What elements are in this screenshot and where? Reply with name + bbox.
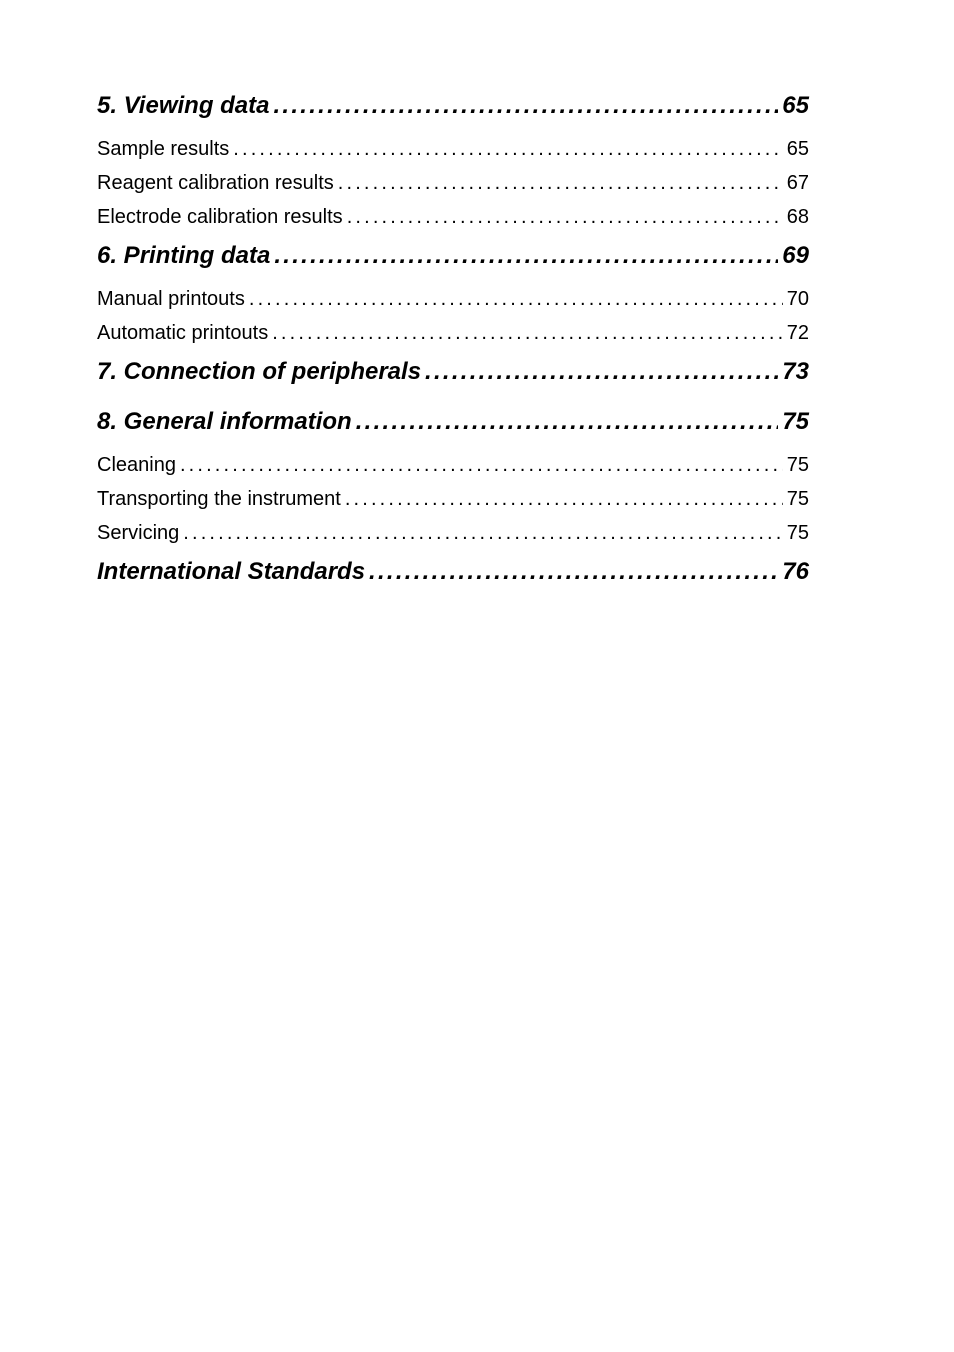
dot-leader [338,166,783,200]
toc-page-number: 65 [782,92,809,119]
toc-chapter-5[interactable] [97,88,809,124]
dot-leader [233,132,782,166]
toc-section-title: Servicing [97,522,180,544]
toc-page-number: 75 [786,488,809,510]
dot-leader [274,88,779,124]
toc-section-title: Transporting the instrument [97,488,341,510]
toc-chapter-title: 5. Viewing data [97,92,270,119]
dot-leader [369,554,778,590]
toc-section-electrode-calibration-results[interactable] [97,200,809,234]
toc-section-automatic-printouts[interactable] [97,316,809,350]
toc-chapter-7[interactable] [97,354,809,390]
toc-section-title: Manual printouts [97,288,245,310]
dot-leader [425,354,778,390]
toc-page-number: 67 [786,172,809,194]
toc-page-number: 68 [786,206,809,228]
toc-section-title: Sample results [97,138,230,160]
dot-leader [345,482,783,516]
toc-chapter-8[interactable] [97,404,809,440]
toc-chapter-title: International Standards [97,558,366,585]
toc-section-title: Reagent calibration results [97,172,334,194]
table-of-contents [97,88,809,590]
toc-section-sample-results[interactable] [97,132,809,166]
toc-chapter-title: 6. Printing data [97,242,271,269]
toc-chapter-title: 7. Connection of peripherals [97,358,422,385]
toc-page-number: 69 [782,242,809,269]
toc-section-servicing[interactable] [97,516,809,550]
dot-leader [249,282,783,316]
toc-page-number: 75 [786,454,809,476]
dot-leader [272,316,783,350]
toc-page-number: 72 [786,322,809,344]
toc-section-title: Automatic printouts [97,322,269,344]
toc-section-title: Electrode calibration results [97,206,343,228]
toc-page-number: 65 [786,138,809,160]
toc-page-number: 75 [786,522,809,544]
toc-page-number: 75 [782,408,809,435]
toc-page-number: 73 [782,358,809,385]
toc-section-title: Cleaning [97,454,176,476]
dot-leader [356,404,779,440]
toc-page-number: 70 [786,288,809,310]
toc-chapter-title: 8. General information [97,408,352,435]
toc-section-manual-printouts[interactable] [97,282,809,316]
toc-section-reagent-calibration-results[interactable] [97,166,809,200]
dot-leader [274,238,778,274]
dot-leader [180,448,783,482]
toc-section-cleaning[interactable] [97,448,809,482]
dot-leader [347,200,783,234]
toc-section-transporting-the-instrument[interactable] [97,482,809,516]
dot-leader [183,516,782,550]
toc-chapter-international-standards[interactable] [97,554,809,590]
toc-page-number: 76 [782,558,809,585]
toc-chapter-6[interactable] [97,238,809,274]
